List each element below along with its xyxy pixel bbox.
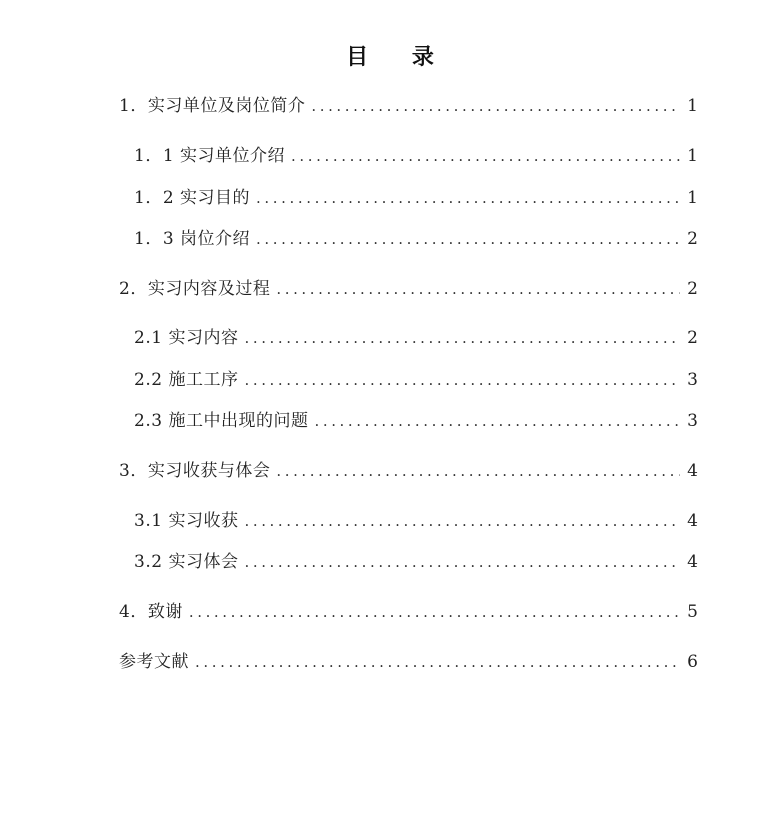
toc-entry-label: 2.1 实习内容 (134, 328, 239, 348)
toc-title: 目 录 (346, 44, 452, 70)
toc-entry[interactable] (134, 369, 698, 391)
dot-leader (244, 510, 680, 532)
toc-entry[interactable] (134, 510, 698, 532)
toc-entry-label: 2.2 施工工序 (134, 370, 239, 390)
dot-leader (276, 460, 680, 482)
dot-leader (189, 601, 680, 623)
toc-entry-label: 1．2 实习目的 (134, 188, 251, 208)
toc-entry[interactable] (134, 228, 698, 250)
dot-leader (256, 187, 680, 209)
toc-entry-page: 6 (687, 652, 698, 672)
toc-entry-page: 4 (687, 461, 698, 481)
toc-entry[interactable] (119, 460, 698, 482)
toc-entry-page: 3 (687, 370, 698, 390)
toc-entry-page: 2 (687, 279, 698, 299)
toc-entry[interactable] (134, 327, 698, 349)
toc-entry-label: 2.3 施工中出现的问题 (134, 411, 309, 431)
toc-entry-page: 4 (687, 511, 698, 531)
dot-leader (276, 278, 680, 300)
toc-entry[interactable] (119, 95, 698, 117)
toc-entry-page: 1 (687, 96, 698, 116)
dot-leader (244, 369, 680, 391)
toc-entry[interactable] (134, 145, 698, 167)
dot-leader (195, 651, 680, 673)
toc-entry-label: 参考文献 (119, 652, 189, 672)
toc-entry-label: 3．实习收获与体会 (119, 461, 271, 481)
dot-leader (314, 410, 680, 432)
toc-entry-page: 1 (687, 146, 698, 166)
toc-entry-label: 3.1 实习收获 (134, 511, 239, 531)
toc-entry-label: 1．3 岗位介绍 (134, 229, 251, 249)
toc-entry[interactable] (134, 410, 698, 432)
toc-entry-page: 3 (687, 411, 698, 431)
dot-leader (256, 228, 680, 250)
toc-entry-label: 3.2 实习体会 (134, 552, 239, 572)
toc-entry-label: 2．实习内容及过程 (119, 279, 271, 299)
toc-entry-page: 5 (687, 602, 698, 622)
toc-entry-label: 1．1 实习单位介绍 (134, 146, 286, 166)
dot-leader (311, 95, 680, 117)
toc-entry[interactable] (134, 551, 698, 573)
toc-entry-page: 2 (687, 229, 698, 249)
dot-leader (244, 551, 680, 573)
toc-entry-page: 1 (687, 188, 698, 208)
toc-entry-label: 4．致谢 (119, 602, 183, 622)
dot-leader (244, 327, 680, 349)
toc-entry-page: 4 (687, 552, 698, 572)
toc-entry-page: 2 (687, 328, 698, 348)
toc-entry[interactable] (119, 601, 698, 623)
toc-entry[interactable] (119, 651, 698, 673)
dot-leader (291, 145, 680, 167)
toc-entry-label: 1．实习单位及岗位简介 (119, 96, 306, 116)
toc-entry[interactable] (134, 187, 698, 209)
toc-entry[interactable] (119, 278, 698, 300)
